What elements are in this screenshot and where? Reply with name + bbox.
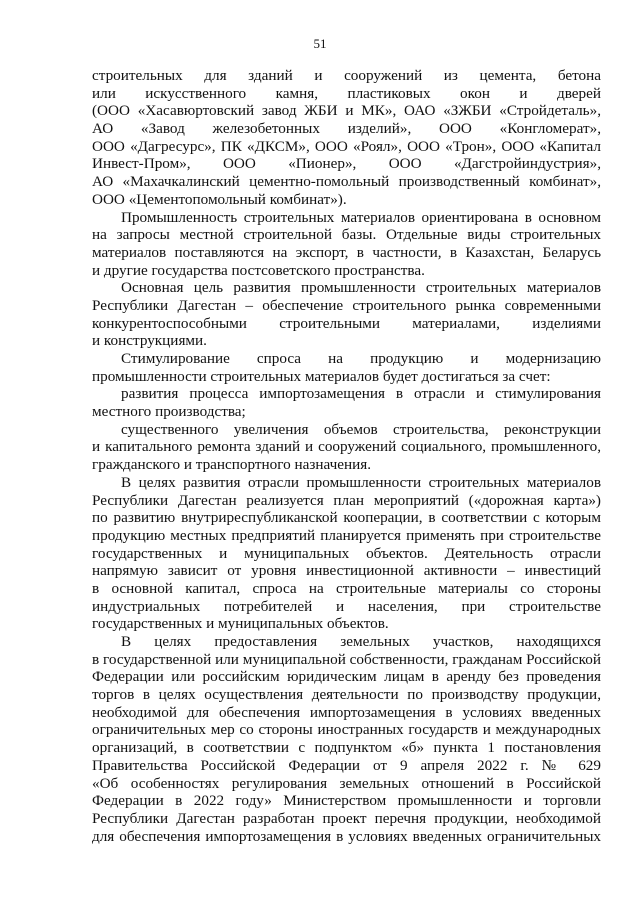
text-line: материалов поставляются на экспорт, в частности, в Казахстан, Беларусь	[92, 243, 601, 261]
text-line: индустриальных потребителей и населения, при строительстве	[92, 597, 601, 615]
text-line: Республики Дагестан разработан проект перечня продукции, необходимой	[92, 809, 601, 827]
text-line: АО «Завод железобетонных изделий», ООО «Конгломерат»,	[92, 120, 601, 138]
text-line: ООО «Дагресурс», ПК «ДКСМ», ООО «Роял», ООО «Трон», ООО «Капитал	[92, 137, 601, 155]
text-line: ограничительных мер со стороны иностранных государств и международных	[92, 721, 601, 739]
text-line: или искусственного камня, пластиковых окон и дверей	[92, 84, 601, 102]
text-line: в государственной или муниципальной собственности, гражданам Российской	[92, 650, 601, 668]
text-line: строительных для зданий и сооружений из цемента, бетона	[92, 67, 601, 84]
text-line: ООО «Цементопомольный комбинат»).	[92, 190, 347, 208]
text-line: Федерации или российским юридическим лицам в аренду без проведения	[92, 668, 601, 686]
text-line: развития процесса импортозамещения в отрасли и стимулирования	[121, 385, 601, 403]
text-line: для обеспечения импортозамещения в условиях введенных ограничительных	[92, 827, 601, 845]
text-line: и конструкциями.	[92, 332, 207, 350]
text-line: В целях предоставления земельных участков, находящихся	[121, 633, 601, 650]
text-line: напрямую зависит от уровня инвестиционной активности – инвестиций	[92, 562, 601, 580]
text-line: Республики Дагестан – обеспечение строительного рынка современными	[92, 296, 601, 314]
text-line: В целях развития отрасли промышленности строительных материалов	[121, 473, 601, 491]
document-body-text	[92, 67, 601, 845]
text-line: Основная цель развития промышленности строительных материалов	[121, 279, 601, 297]
text-line: АО «Махачкалинский цементно-помольный производственный комбинат»,	[92, 173, 601, 191]
text-line: гражданского и транспортного назначения.	[92, 456, 372, 474]
text-line: по развитию внутриреспубликанской кооперации, в соответствии с которым	[92, 509, 601, 527]
text-line: продукцию местных предприятий планируется применять при строительстве	[92, 526, 601, 544]
text-line: организаций, в соответствии с подпунктом «б» пункта 1 постановления	[92, 739, 601, 757]
text-line: государственных и муниципальных объектов.	[92, 615, 389, 633]
text-line: (ООО «Хасавюртовский завод ЖБИ и МК», ОАО «ЗЖБИ «Стройдеталь»,	[92, 102, 601, 120]
text-line: необходимой для обеспечения импортозамещения в условиях введенных	[92, 703, 601, 721]
text-line: и другие государства постсоветского пространства.	[92, 261, 425, 279]
text-line: в основной капитал, спроса на строительные материалы со стороны	[92, 579, 601, 597]
text-line: существенного увеличения объемов строительства, реконструкции	[121, 420, 601, 438]
page-number: 51	[313, 36, 327, 51]
text-line: государственных и муниципальных объектов. Деятельность отрасли	[92, 544, 601, 562]
text-line: местного производства;	[92, 403, 246, 421]
text-line: Инвест-Пром», ООО «Пионер», ООО «Дагстройиндустрия»,	[92, 155, 601, 173]
text-line: торгов в целях осуществления деятельности по производству продукции,	[92, 686, 601, 704]
text-line: «Об особенностях регулирования земельных отношений в Российской	[92, 774, 601, 792]
text-line: Федерации в 2022 году» Министерством промышленности и торговли	[92, 792, 601, 810]
text-line: на запросы местной строительной базы. Отдельные виды строительных	[92, 226, 601, 244]
text-line: Стимулирование спроса на продукцию и модернизацию	[121, 350, 601, 367]
text-line: Правительства Российской Федерации от 9 апреля 2022 г. № 629	[92, 756, 601, 774]
text-line: Промышленность строительных материалов ориентирована в основном	[121, 208, 601, 226]
text-line: конкурентоспособными строительными материалами, изделиями	[92, 314, 601, 332]
text-line: и капитального ремонта зданий и сооружений социального, промышленного,	[92, 438, 601, 456]
text-line: Республики Дагестан реализуется план мероприятий («дорожная карта»)	[92, 491, 601, 509]
text-line: промышленности строительных материалов будет достигаться за счет:	[92, 367, 551, 385]
